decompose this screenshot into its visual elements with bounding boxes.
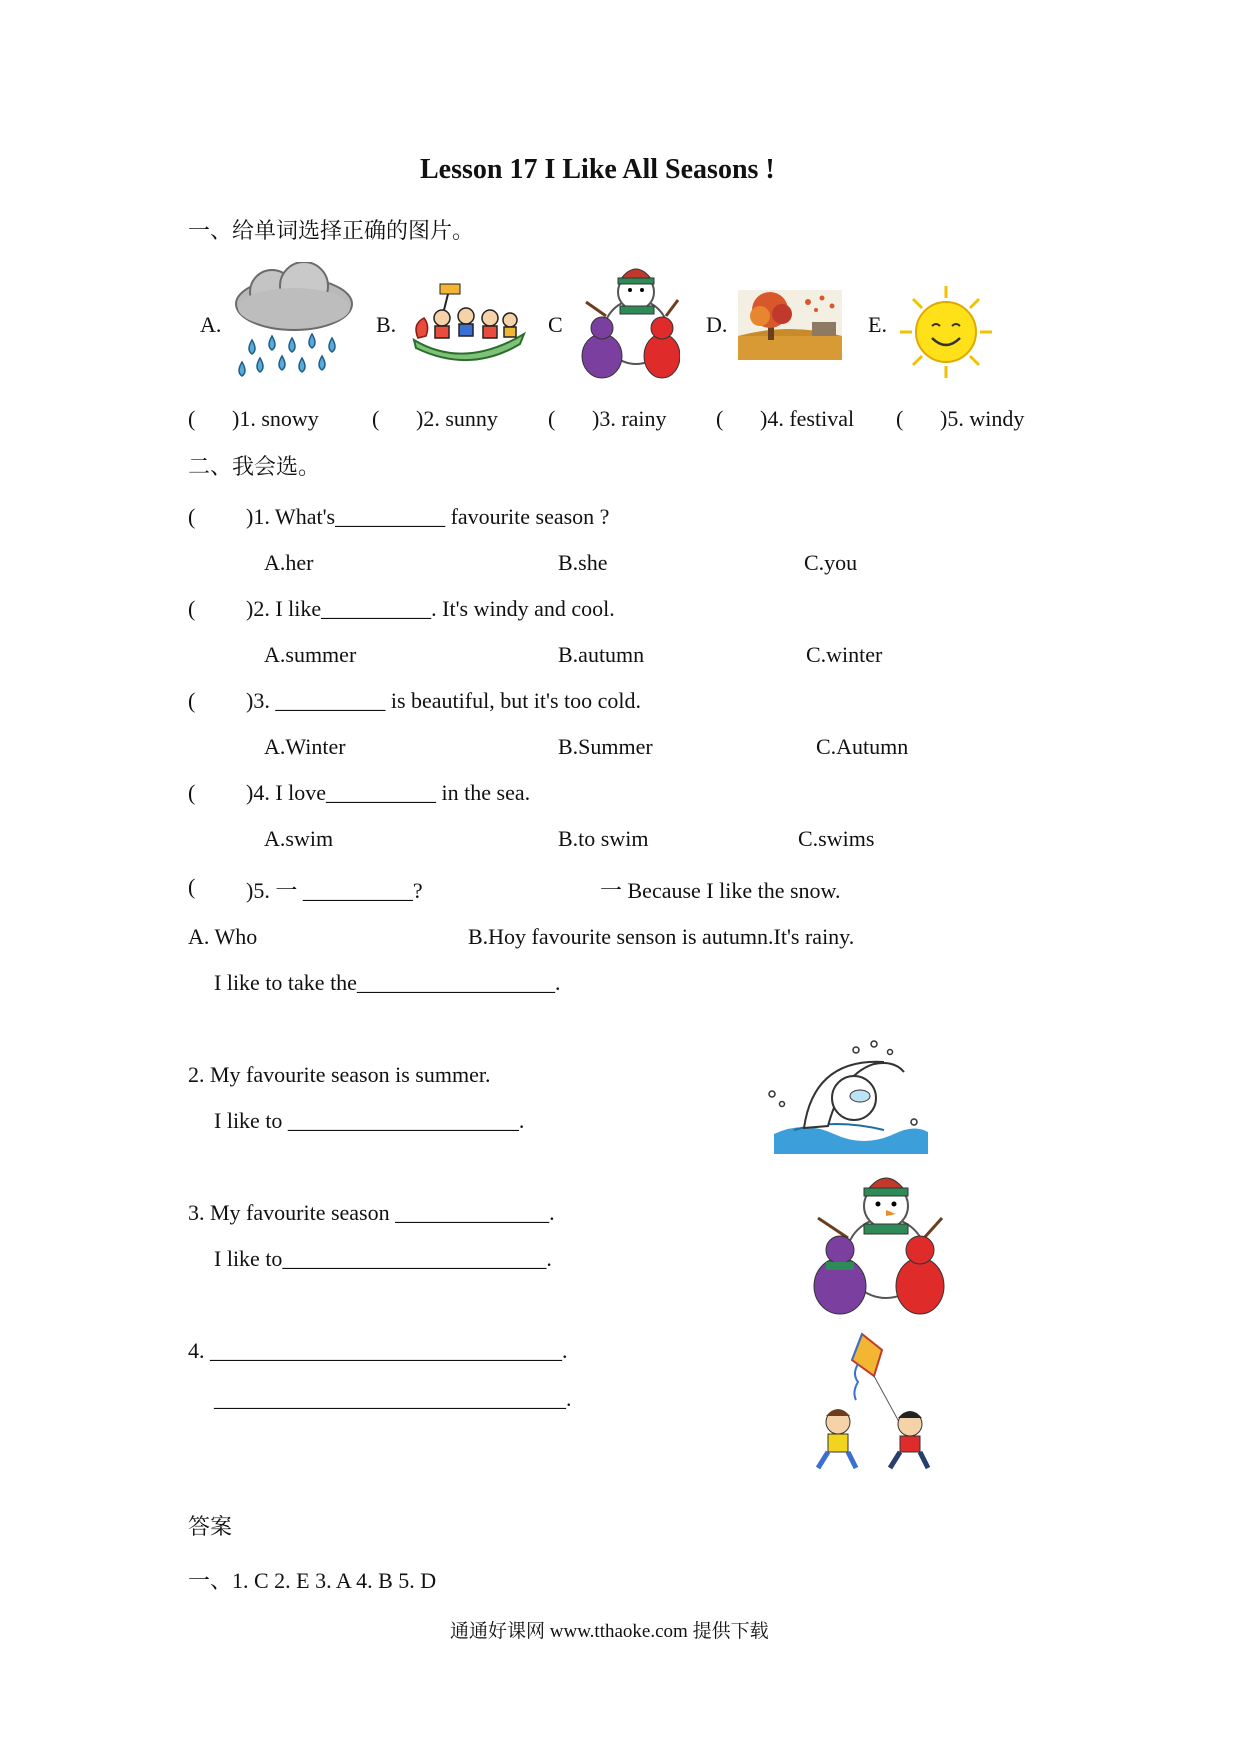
autumn-tree-icon <box>738 290 842 360</box>
picture-letter-b: B. <box>376 312 397 337</box>
question-stem-5: )5. 一 __________? <box>246 878 423 903</box>
picture-letter-d: D. <box>706 312 728 337</box>
word-item-4: )4. festival <box>760 406 855 431</box>
question-stem-2: )2. I like__________. It's windy and cool. <box>246 596 615 621</box>
q2-line-1: 2. My favourite season is summer. <box>188 1062 491 1087</box>
option-4c: C.swims <box>798 826 875 851</box>
section-heading-2: 二、我会选。 <box>188 454 321 479</box>
answers-heading: 答案 <box>188 1514 233 1539</box>
option-line-a: A. Who <box>188 924 258 949</box>
answers-line-1: 一、1. C 2. E 3. A 4. B 5. D <box>188 1568 437 1593</box>
question-paren: ( <box>188 874 196 899</box>
option-3a: A.Winter <box>264 734 346 759</box>
question-paren: ( <box>188 780 196 805</box>
footer-credit: 通通好课网 www.tthaoke.com 提供下载 <box>450 1621 769 1642</box>
paren-2: ( <box>372 406 380 431</box>
section-heading-1: 一、给单词选择正确的图片。 <box>188 218 475 243</box>
q4-line-2: ________________________________. <box>214 1386 572 1411</box>
option-2b: B.autumn <box>558 642 645 667</box>
question-paren: ( <box>188 688 196 713</box>
picture-letter-c: C <box>548 312 563 337</box>
option-4a: A.swim <box>264 826 334 851</box>
kite-kids-icon <box>800 1330 950 1478</box>
question-paren: ( <box>188 596 196 621</box>
q3-line-2: I like to________________________. <box>214 1246 552 1271</box>
option-line-b: B.Hoy favourite senson is autumn.It's rainy. <box>468 924 855 949</box>
swimmer-icon <box>764 1038 930 1156</box>
q2-line-2: I like to _____________________. <box>214 1108 525 1133</box>
snowman-icon <box>806 1168 946 1318</box>
paren-3: ( <box>548 406 556 431</box>
option-1c: C.you <box>804 550 858 575</box>
dragon-boat-icon <box>410 282 528 368</box>
question-stem-1: )1. What's__________ favourite season ? <box>246 504 610 529</box>
option-1b: B.she <box>558 550 608 575</box>
paren-4: ( <box>716 406 724 431</box>
question-5-answer-line: 一 Because I like the snow. <box>600 878 841 903</box>
page-title: Lesson 17 I Like All Seasons ! <box>420 154 775 185</box>
snowman-icon <box>576 262 680 380</box>
word-item-2: )2. sunny <box>416 406 498 431</box>
word-item-5: )5. windy <box>940 406 1025 431</box>
option-3b: B.Summer <box>558 734 653 759</box>
option-4b: B.to swim <box>558 826 649 851</box>
option-2a: A.summer <box>264 642 357 667</box>
question-paren: ( <box>188 504 196 529</box>
word-item-3: )3. rainy <box>592 406 667 431</box>
word-item-1: )1. snowy <box>232 406 319 431</box>
option-3c: C.Autumn <box>816 734 909 759</box>
option-2c: C.winter <box>806 642 883 667</box>
picture-letter-e: E. <box>868 312 887 337</box>
rain-cloud-icon <box>232 262 356 384</box>
paren-1: ( <box>188 406 196 431</box>
sun-icon <box>896 284 996 380</box>
take-line: I like to take the__________________. <box>214 970 561 995</box>
q4-line-1: 4. ________________________________. <box>188 1338 568 1363</box>
question-stem-4: )4. I love__________ in the sea. <box>246 780 531 805</box>
question-stem-3: )3. __________ is beautiful, but it's too cold. <box>246 688 642 713</box>
picture-letter-a: A. <box>200 312 222 337</box>
paren-5: ( <box>896 406 904 431</box>
option-1a: A.her <box>264 550 314 575</box>
q3-line-1: 3. My favourite season ______________. <box>188 1200 555 1225</box>
